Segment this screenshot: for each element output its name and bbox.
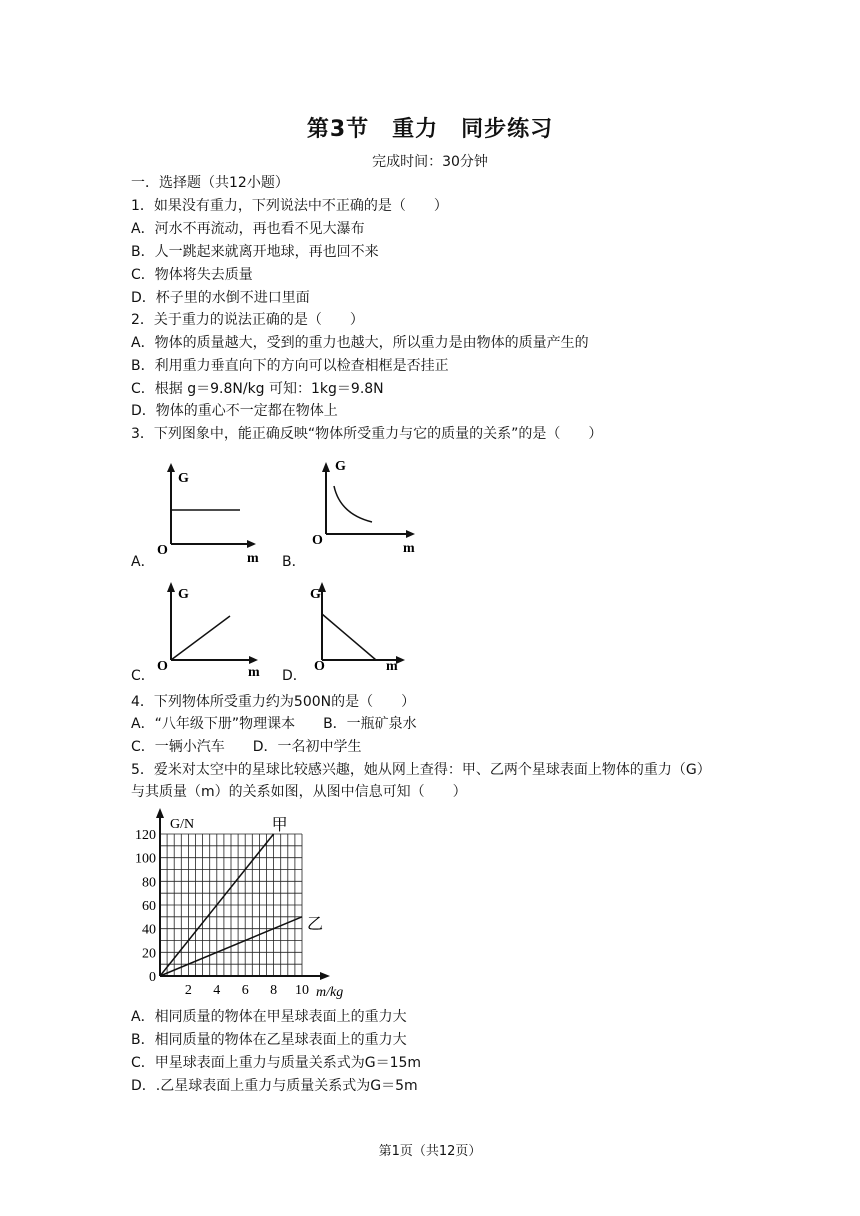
q3-label-b: B．: [282, 554, 306, 570]
chart-x-arrow: [320, 972, 330, 980]
q3-label-c: C．: [131, 668, 155, 684]
graph-a-x-arrow: [247, 540, 256, 548]
q5-stem-line2: 与其质量（m）的关系如图，从图中信息可知（ ）: [131, 784, 467, 800]
graph-b-origin-label: O: [312, 533, 323, 548]
graph-b-x-arrow: [406, 530, 415, 538]
graph-c-y-arrow: [167, 582, 175, 592]
q3-stem: 3．下列图象中，能正确反映“物体所受重力与它的质量的关系”的是（ ）: [131, 426, 603, 442]
x-tick-label: 4: [213, 983, 221, 998]
q2-option-d: D．物体的重心不一定都在物体上: [131, 403, 338, 419]
graph-c-curve: [171, 616, 230, 660]
y-tick-label: 80: [142, 875, 156, 891]
y-tick-label: 20: [142, 946, 156, 962]
y-tick-label: 0: [149, 970, 156, 985]
q4-options-row1: A．“八年级下册”物理课本 B．一瓶矿泉水: [131, 716, 417, 732]
x-tick-label: 8: [270, 983, 278, 998]
graph-c-x-arrow: [249, 656, 258, 664]
graph-c-origin-label: O: [157, 659, 168, 674]
graph-d-axis-y-label: G: [310, 587, 321, 602]
q5-option-d: D．.乙星球表面上重力与质量关系式为G＝5m: [131, 1078, 418, 1094]
x-tick-label: 6: [241, 983, 249, 998]
q3-label-a: A．: [131, 554, 155, 570]
graph-a-axis-y-label: G: [178, 471, 189, 486]
x-tick-label: 2: [184, 983, 192, 998]
graph-a-y-arrow: [167, 463, 175, 472]
graph-b-curve: [334, 486, 372, 522]
x-tick-label: 10: [295, 983, 309, 998]
graph-d-curve: [322, 614, 376, 660]
series-label: 乙: [307, 915, 324, 933]
section-heading: 一．选择题（共12小题）: [131, 175, 289, 191]
y-tick-label: 60: [142, 899, 156, 914]
graph-c-axis-x-label: m: [248, 665, 260, 680]
graph-b-axis-y-label: G: [335, 459, 346, 474]
q5-chart: [125, 806, 365, 1002]
q1-option-a: A．河水不再流动，再也看不见大瀑布: [131, 221, 365, 237]
q5-stem-line1: 5．爱米对太空中的星球比较感兴趣，她从网上查得：甲、乙两个星球表面上物体的重力（G）: [131, 762, 711, 778]
series-label: 甲: [271, 817, 288, 834]
chart-y-axis-label: G/N: [170, 817, 195, 832]
q1-option-c: C．物体将失去质量: [131, 267, 253, 283]
completion-time: 完成时间：30分钟: [372, 154, 488, 170]
q2-option-c: C．根据 g＝9.8N/kg 可知：1kg＝9.8N: [131, 381, 384, 397]
q2-stem: 2．关于重力的说法正确的是（ ）: [131, 312, 364, 328]
graph-b-axis-x-label: m: [403, 541, 415, 556]
q5-option-c: C．甲星球表面上重力与质量关系式为G＝15m: [131, 1055, 422, 1071]
q1-option-d: D．杯子里的水倒不进口里面: [131, 290, 310, 306]
q1-stem: 1．如果没有重力，下列说法中不正确的是（ ）: [131, 198, 448, 214]
graph-a-origin-label: O: [157, 543, 168, 558]
chart-grid: [160, 834, 302, 976]
q1-option-b: B．人一跳起来就离开地球，再也回不来: [131, 244, 379, 260]
q5-option-a: A．相同质量的物体在甲星球表面上的重力大: [131, 1009, 407, 1025]
graph-c-axis-y-label: G: [178, 587, 189, 602]
q4-options-row2: C．一辆小汽车 D．一名初中学生: [131, 739, 362, 755]
q2-option-a: A．物体的质量越大，受到的重力也越大，所以重力是由物体的质量产生的: [131, 335, 589, 351]
q5-option-b: B．相同质量的物体在乙星球表面上的重力大: [131, 1032, 407, 1048]
chart-y-arrow: [156, 808, 164, 818]
chart-x-axis-label: m/kg: [316, 985, 344, 1000]
page-footer: 第1页（共12页）: [378, 1144, 482, 1159]
graph-d-axis-x-label: m: [386, 659, 398, 674]
y-tick-label: 40: [142, 922, 156, 938]
y-tick-label: 120: [135, 828, 156, 843]
q3-label-d: D．: [282, 668, 307, 684]
graph-a-axis-x-label: m: [247, 551, 259, 566]
graph-b-y-arrow: [322, 462, 330, 472]
y-tick-label: 100: [135, 851, 156, 867]
graph-d-origin-label: O: [314, 659, 325, 674]
graph-b: [282, 452, 422, 562]
page-title: 第3节 重力 同步练习: [306, 117, 554, 142]
q2-option-b: B．利用重力垂直向下的方向可以检查相框是否挂正: [131, 358, 449, 374]
q4-stem: 4．下列物体所受重力约为500N的是（ ）: [131, 694, 416, 710]
chart-tick-labels: [135, 828, 309, 998]
